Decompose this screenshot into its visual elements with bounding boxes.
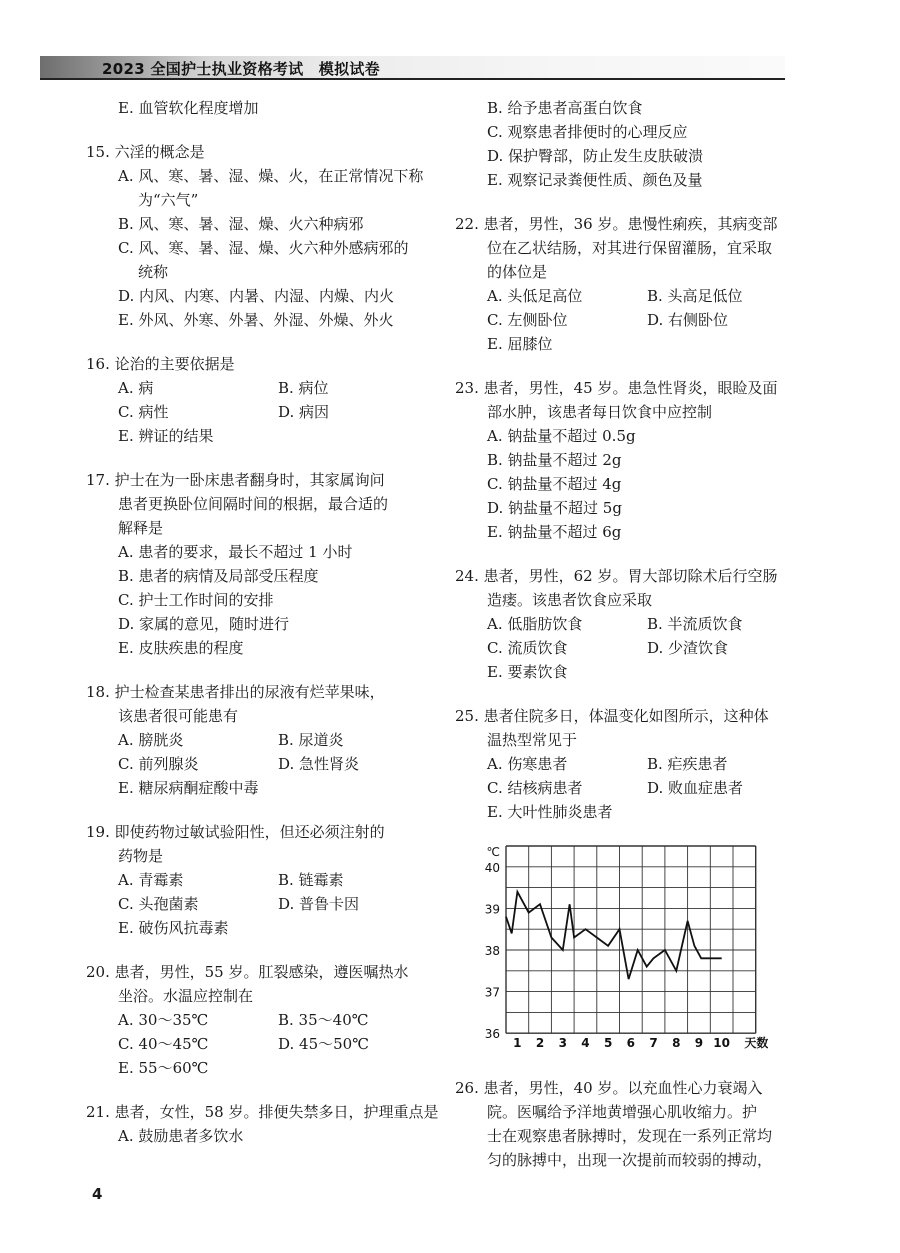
- option-d: D. 钠盐量不超过 5g: [487, 499, 622, 517]
- question-stem: 21. 患者，女性，58 岁。排便失禁多日，护理重点是: [86, 1103, 439, 1121]
- option-a: A. 伤寒患者: [487, 755, 568, 773]
- question-stem-cont: 药物是: [118, 847, 164, 865]
- option-c: C. 风、寒、暑、湿、燥、火六种外感病邪的: [118, 239, 409, 257]
- y-tick-label: 40: [484, 860, 500, 875]
- option-a: A. 鼓励患者多饮水: [118, 1127, 244, 1145]
- option-e: E. 皮肤疾患的程度: [118, 639, 244, 657]
- question-stem: 20. 患者，男性，55 岁。肛裂感染，遵医嘱热水: [86, 963, 409, 981]
- question-25: [455, 704, 823, 824]
- option-e: E. 55～60℃: [118, 1059, 209, 1077]
- option-a: A. 膀胱炎: [118, 731, 184, 749]
- question-stem-cont: 解释是: [118, 519, 164, 537]
- option-a: A. 头低足高位: [487, 287, 583, 305]
- question-stem-cont: 位在乙状结肠，对其进行保留灌肠，宜采取: [487, 239, 773, 257]
- option-c: C. 病性: [118, 403, 169, 421]
- option-e: E. 血管软化程度增加: [118, 99, 259, 117]
- option-b: B. 风、寒、暑、湿、燥、火六种病邪: [118, 215, 364, 233]
- question-stem-cont: 匀的脉搏中，出现一次提前而较弱的搏动，: [487, 1151, 773, 1169]
- option-b: B. 钠盐量不超过 2g: [487, 451, 622, 469]
- question-stem-cont: 部水肿，该患者每日饮食中应控制: [487, 403, 713, 421]
- question-stem-cont: 患者更换卧位间隔时间的根据，最合适的: [118, 495, 389, 513]
- option-a: A. 病: [118, 379, 154, 397]
- option-d: D. 急性肾炎: [278, 755, 360, 773]
- option-d: D. 右侧卧位: [647, 311, 729, 329]
- option-c: C. 40～45℃: [118, 1035, 209, 1053]
- question-23: [455, 376, 823, 544]
- option-a: A. 钠盐量不超过 0.5g: [487, 427, 636, 445]
- question-stem-cont: 造瘘。该患者饮食应采取: [487, 591, 653, 609]
- question-stem-cont: 的体位是: [487, 263, 548, 281]
- right-column: [455, 96, 823, 844]
- option-c: C. 结核病患者: [487, 779, 583, 797]
- option-b: B. 尿道炎: [278, 731, 344, 749]
- option-e: E. 大叶性肺炎患者: [487, 803, 613, 821]
- y-tick-label: 39: [484, 902, 500, 917]
- option-e: E. 糖尿病酮症酸中毒: [118, 779, 259, 797]
- x-tick-label: 3: [558, 1036, 567, 1051]
- option-d: D. 败血症患者: [647, 779, 744, 797]
- x-tick-label: 10: [713, 1036, 731, 1051]
- option-a: A. 30～35℃: [118, 1011, 209, 1029]
- question-20: [86, 960, 446, 1080]
- question-stem: 26. 患者，男性，40 岁。以充血性心力衰竭入: [455, 1079, 763, 1097]
- question-stem: 19. 即使药物过敏试验阳性，但还必须注射的: [86, 823, 385, 841]
- option-d: D. 少渣饮食: [647, 639, 729, 657]
- option-d: D. 病因: [278, 403, 330, 421]
- question-26: [455, 1076, 823, 1172]
- option-a: A. 青霉素: [118, 871, 184, 889]
- right-column-bottom: [455, 1076, 823, 1192]
- option-b: B. 链霉素: [278, 871, 344, 889]
- temperature-series-line: [506, 892, 722, 979]
- question-24: [455, 564, 823, 684]
- option-c-cont: 统称: [138, 263, 169, 281]
- x-tick-label: 6: [626, 1036, 636, 1051]
- page-number: 4: [92, 1185, 103, 1203]
- option-c: C. 左侧卧位: [487, 311, 568, 329]
- question-21-cont: [455, 96, 823, 192]
- option-e: E. 破伤风抗毒素: [118, 919, 229, 937]
- question-14-tail: [86, 96, 446, 120]
- option-e: E. 观察记录粪便性质、颜色及量: [487, 171, 703, 189]
- page-header-title: 2023 全国护士执业资格考试 模拟试卷: [102, 60, 380, 78]
- question-19: [86, 820, 446, 940]
- question-stem: 15. 六淫的概念是: [86, 143, 205, 161]
- option-c: C. 头孢菌素: [118, 895, 199, 913]
- option-d: D. 普鲁卡因: [278, 895, 360, 913]
- question-22: [455, 212, 823, 356]
- option-c: C. 流质饮食: [487, 639, 568, 657]
- option-a: A. 患者的要求，最长不超过 1 小时: [118, 543, 353, 561]
- x-tick-label: 5: [603, 1036, 613, 1051]
- option-e: E. 屈膝位: [487, 335, 553, 353]
- question-stem: 16. 论治的主要依据是: [86, 355, 235, 373]
- x-axis-label: 天数: [744, 1036, 768, 1051]
- question-stem: 17. 护士在为一卧床患者翻身时，其家属询问: [86, 471, 385, 489]
- option-d: D. 家属的意见，随时进行: [118, 615, 290, 633]
- option-b: B. 患者的病情及局部受压程度: [118, 567, 319, 585]
- y-tick-label: 38: [484, 944, 500, 958]
- question-stem-cont: 士在观察患者脉搏时，发现在一系列正常均: [487, 1127, 773, 1145]
- option-b: B. 头高足低位: [647, 287, 743, 305]
- left-column: [86, 96, 446, 1168]
- chart-ticks: [485, 845, 768, 1050]
- x-tick-label: 4: [581, 1036, 590, 1051]
- y-tick-label: 36: [484, 1027, 500, 1042]
- option-d: D. 内风、内寒、内暑、内湿、内燥、内火: [118, 287, 395, 305]
- x-tick-label: 8: [672, 1036, 681, 1051]
- option-b: B. 给予患者高蛋白饮食: [487, 99, 643, 117]
- temperature-chart: [478, 838, 768, 1060]
- x-tick-label: 1: [513, 1036, 522, 1051]
- option-a-cont: 为“六气”: [138, 191, 199, 209]
- option-e: E. 钠盐量不超过 6g: [487, 523, 622, 541]
- question-stem-cont: 温热型常见于: [487, 731, 578, 749]
- question-stem: 25. 患者住院多日，体温变化如图所示，这种体: [455, 707, 769, 725]
- chart-grid: [506, 846, 756, 1033]
- option-b: B. 半流质饮食: [647, 615, 743, 633]
- question-21: [86, 1100, 446, 1148]
- option-a: A. 低脂肪饮食: [487, 615, 583, 633]
- option-e: E. 要素饮食: [487, 663, 568, 681]
- option-c: C. 前列腺炎: [118, 755, 199, 773]
- option-c: C. 钠盐量不超过 4g: [487, 475, 622, 493]
- option-c: C. 观察患者排便时的心理反应: [487, 123, 688, 141]
- question-17: [86, 468, 446, 660]
- question-stem: 24. 患者，男性，62 岁。胃大部切除术后行空肠: [455, 567, 778, 585]
- option-b: B. 病位: [278, 379, 329, 397]
- question-stem-cont: 院。医嘱给予洋地黄增强心肌收缩力。护: [487, 1103, 758, 1121]
- option-b: B. 疟疾患者: [647, 755, 728, 773]
- y-tick-label: 37: [484, 985, 500, 1000]
- question-stem: 23. 患者，男性，45 岁。患急性肾炎，眼睑及面: [455, 379, 778, 397]
- option-a: A. 风、寒、暑、湿、燥、火，在正常情况下称: [118, 167, 424, 185]
- x-tick-label: 9: [694, 1036, 704, 1051]
- y-axis-unit: ℃: [486, 845, 500, 859]
- x-tick-label: 7: [649, 1036, 658, 1051]
- option-b: B. 35～40℃: [278, 1011, 369, 1029]
- question-stem-cont: 该患者很可能患有: [118, 707, 239, 725]
- option-e: E. 辨证的结果: [118, 427, 214, 445]
- question-stem-cont: 坐浴。水温应控制在: [118, 987, 254, 1005]
- option-d: D. 保护臀部，防止发生皮肤破溃: [487, 147, 704, 165]
- x-tick-label: 2: [535, 1036, 545, 1051]
- question-15: [86, 140, 446, 332]
- question-stem: 18. 护士检查某患者排出的尿液有烂苹果味，: [86, 683, 385, 701]
- option-e: E. 外风、外寒、外暑、外湿、外燥、外火: [118, 311, 394, 329]
- question-16: [86, 352, 446, 448]
- question-stem: 22. 患者，男性，36 岁。患慢性痢疾，其病变部: [455, 215, 778, 233]
- option-d: D. 45～50℃: [278, 1035, 369, 1053]
- question-18: [86, 680, 446, 800]
- option-c: C. 护士工作时间的安排: [118, 591, 274, 609]
